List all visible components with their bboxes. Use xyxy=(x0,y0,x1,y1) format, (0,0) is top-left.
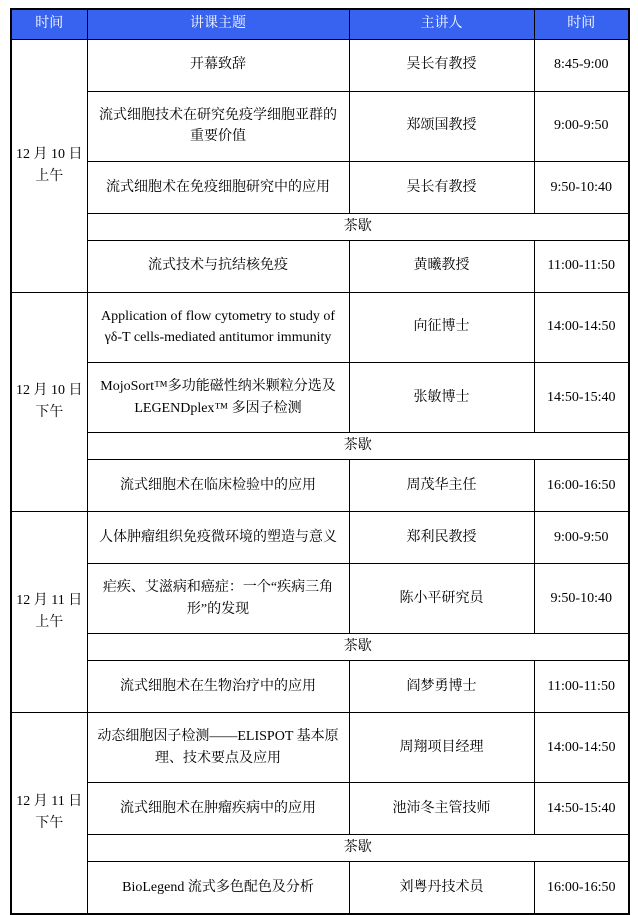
period-date: 12 月 11 日 xyxy=(16,593,83,609)
speaker-cell: 郑利民教授 xyxy=(349,512,534,564)
tea-break-cell: 茶歇 xyxy=(87,835,629,862)
talk-row xyxy=(11,91,629,161)
period-cell xyxy=(11,39,87,292)
topic-cell: 流式细胞术在生物治疗中的应用 xyxy=(87,661,349,713)
talk-row xyxy=(11,564,629,634)
speaker-cell: 吴长有教授 xyxy=(349,39,534,91)
period-date: 12 月 11 日 xyxy=(16,794,83,810)
schedule-body xyxy=(11,39,629,914)
tea-break-cell: 茶歇 xyxy=(87,433,629,460)
time-cell: 8:45-9:00 xyxy=(534,39,629,91)
schedule-table xyxy=(10,8,630,915)
talk-row xyxy=(11,862,629,914)
period-daypart: 下午 xyxy=(35,815,64,831)
talk-row xyxy=(11,460,629,512)
header-speaker: 主讲人 xyxy=(349,9,534,39)
talk-row xyxy=(11,713,629,783)
topic-cell: 人体肿瘤组织免疫微环境的塑造与意义 xyxy=(87,512,349,564)
talk-row xyxy=(11,39,629,91)
talk-row xyxy=(11,362,629,432)
period-cell xyxy=(11,512,87,713)
time-cell: 14:00-14:50 xyxy=(534,713,629,783)
topic-cell: 流式细胞技术在研究免疫学细胞亚群的重要价值 xyxy=(87,91,349,161)
speaker-cell: 池沛冬主管技师 xyxy=(349,783,534,835)
talk-row xyxy=(11,661,629,713)
period-date: 12 月 10 日 xyxy=(16,146,83,162)
time-cell: 16:00-16:50 xyxy=(534,862,629,914)
tea-break-row xyxy=(11,433,629,460)
topic-cell: 流式细胞术在免疫细胞研究中的应用 xyxy=(87,161,349,213)
period-date: 12 月 10 日 xyxy=(16,383,83,399)
tea-break-row xyxy=(11,634,629,661)
period-daypart: 上午 xyxy=(35,615,64,631)
time-cell: 14:00-14:50 xyxy=(534,292,629,362)
talk-row xyxy=(11,512,629,564)
tea-break-cell: 茶歇 xyxy=(87,213,629,240)
topic-cell: Application of flow cytometry to study of γδ-T cells-mediated antitumor immunity xyxy=(87,292,349,362)
speaker-cell: 周茂华主任 xyxy=(349,460,534,512)
header-row xyxy=(11,9,629,39)
speaker-cell: 陈小平研究员 xyxy=(349,564,534,634)
topic-cell: MojoSort™多功能磁性纳米颗粒分选及LEGENDplex™ 多因子检测 xyxy=(87,362,349,432)
speaker-cell: 吴长有教授 xyxy=(349,161,534,213)
period-daypart: 下午 xyxy=(35,404,64,420)
time-cell: 14:50-15:40 xyxy=(534,783,629,835)
talk-row xyxy=(11,161,629,213)
period-daypart: 上午 xyxy=(35,168,64,184)
topic-cell: 流式细胞术在肿瘤疾病中的应用 xyxy=(87,783,349,835)
period-cell xyxy=(11,713,87,914)
period-cell xyxy=(11,292,87,511)
header-time-left: 时间 xyxy=(11,9,87,39)
speaker-cell: 刘粤丹技术员 xyxy=(349,862,534,914)
time-cell: 9:50-10:40 xyxy=(534,161,629,213)
tea-break-row xyxy=(11,835,629,862)
time-cell: 9:00-9:50 xyxy=(534,91,629,161)
topic-cell: 流式细胞术在临床检验中的应用 xyxy=(87,460,349,512)
speaker-cell: 黄曦教授 xyxy=(349,240,534,292)
topic-cell: 疟疾、艾滋病和癌症：一个“疾病三角形”的发现 xyxy=(87,564,349,634)
header-time-right: 时间 xyxy=(534,9,629,39)
talk-row xyxy=(11,783,629,835)
talk-row xyxy=(11,240,629,292)
time-cell: 11:00-11:50 xyxy=(534,240,629,292)
speaker-cell: 周翔项目经理 xyxy=(349,713,534,783)
tea-break-row xyxy=(11,213,629,240)
time-cell: 11:00-11:50 xyxy=(534,661,629,713)
time-cell: 16:00-16:50 xyxy=(534,460,629,512)
tea-break-cell: 茶歇 xyxy=(87,634,629,661)
topic-cell: 流式技术与抗结核免疫 xyxy=(87,240,349,292)
time-cell: 9:00-9:50 xyxy=(534,512,629,564)
topic-cell: 开幕致辞 xyxy=(87,39,349,91)
topic-cell: 动态细胞因子检测——ELISPOT 基本原理、技术要点及应用 xyxy=(87,713,349,783)
speaker-cell: 张敏博士 xyxy=(349,362,534,432)
speaker-cell: 郑颂国教授 xyxy=(349,91,534,161)
time-cell: 9:50-10:40 xyxy=(534,564,629,634)
speaker-cell: 向征博士 xyxy=(349,292,534,362)
header-topic: 讲课主题 xyxy=(87,9,349,39)
speaker-cell: 阎梦勇博士 xyxy=(349,661,534,713)
talk-row xyxy=(11,292,629,362)
schedule-header xyxy=(11,9,629,39)
time-cell: 14:50-15:40 xyxy=(534,362,629,432)
topic-cell: BioLegend 流式多色配色及分析 xyxy=(87,862,349,914)
